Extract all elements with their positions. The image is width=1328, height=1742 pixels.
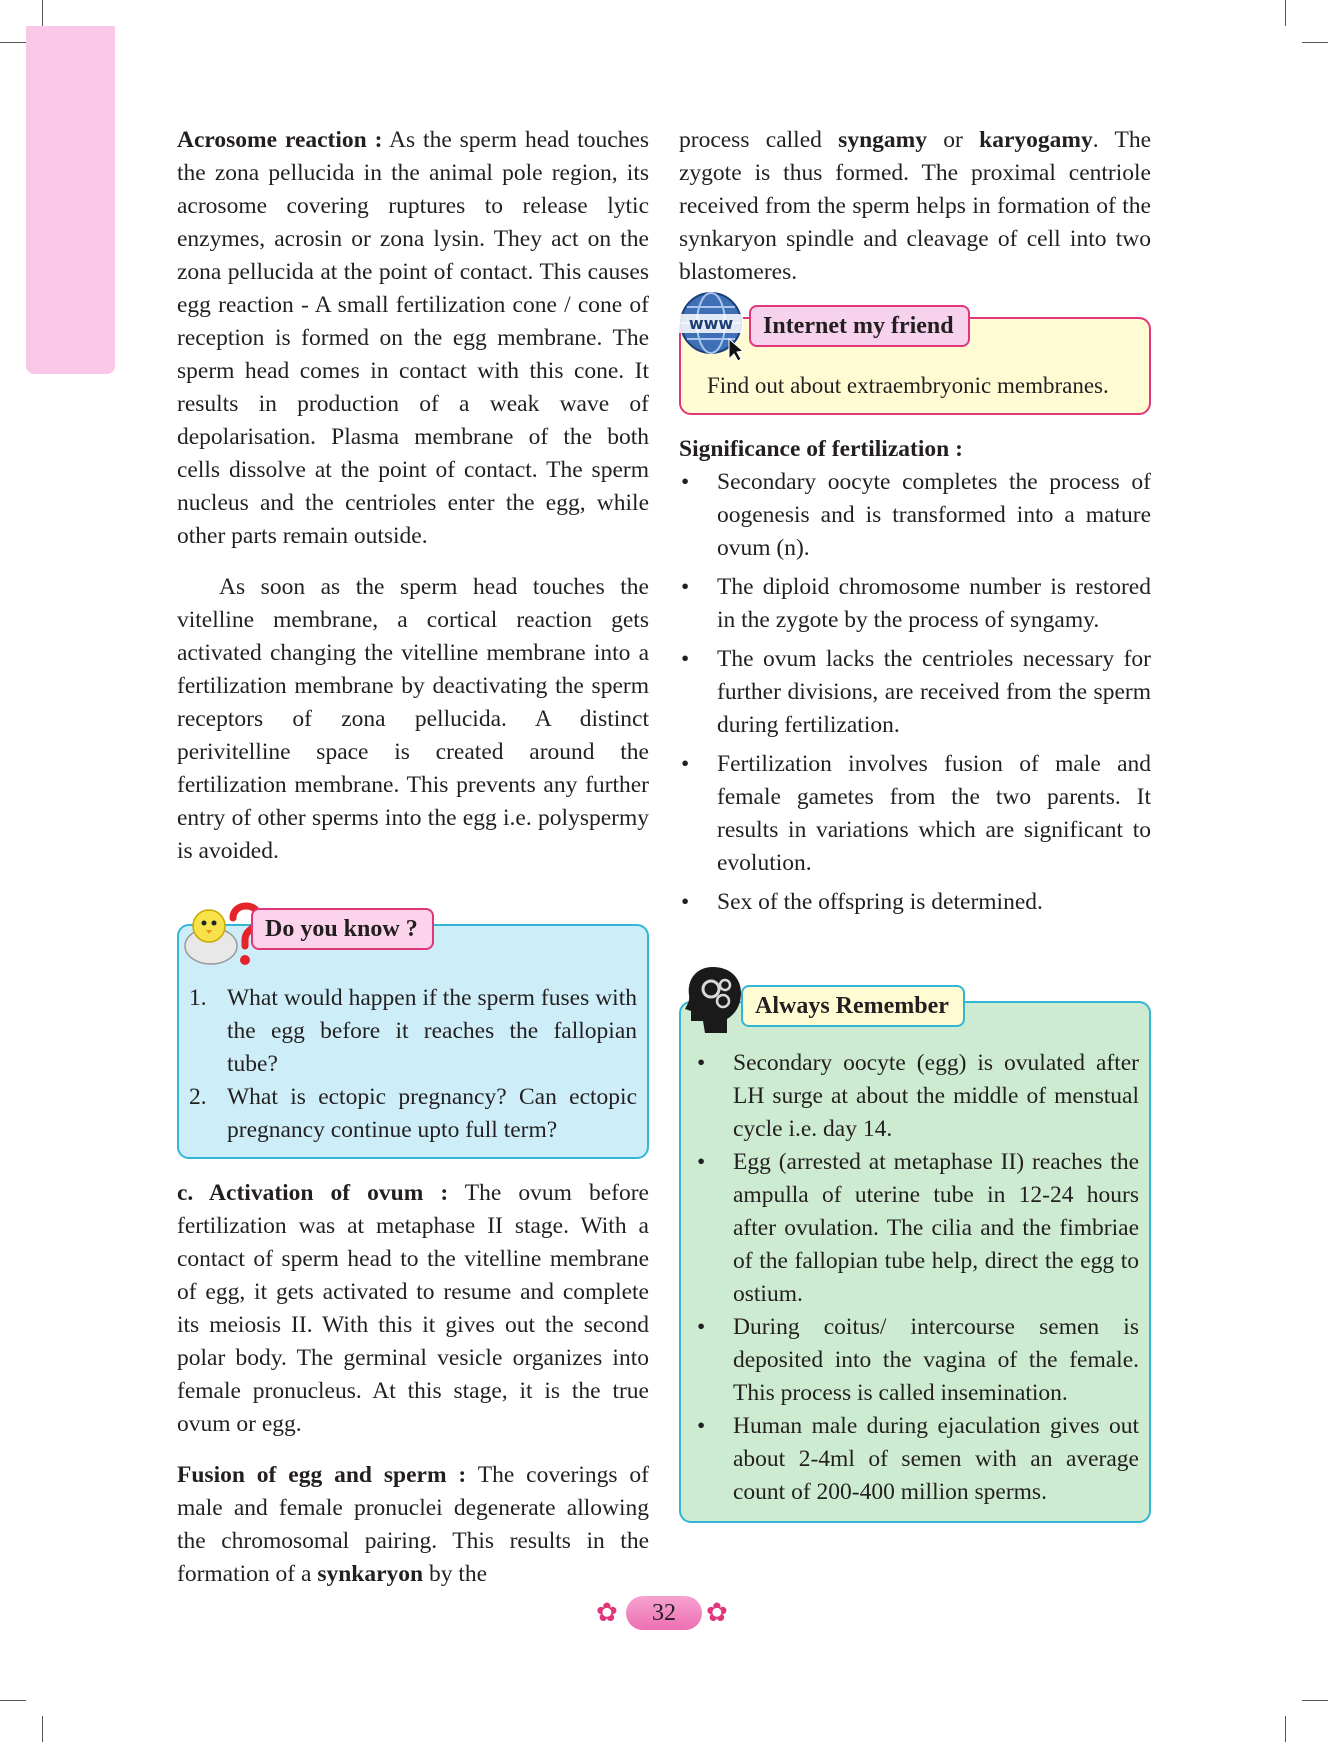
- globe-label: www: [688, 314, 734, 333]
- list-text: What is ectopic pregnancy? Can ectopic pregnancy continue upto full term?: [227, 1084, 637, 1143]
- acrosome-heading: Acrosome reaction :: [177, 127, 383, 153]
- always-remember-list: [695, 1047, 1139, 1509]
- always-remember-box: [679, 993, 1151, 1523]
- significance-heading: Significance of fertilization :: [679, 436, 963, 462]
- syngamy-text: process called: [679, 127, 839, 153]
- syngamy-term: syngamy: [838, 127, 927, 153]
- do-you-know-box: [177, 916, 649, 1159]
- crop-mark: [1302, 1700, 1328, 1701]
- crop-mark: [1285, 0, 1286, 26]
- list-item: • Fertilization involves fusion of male and female gametes from the two parents. It results in variations which are significant to evolution.: [679, 748, 1151, 880]
- syngamy-text-or: or: [926, 127, 980, 153]
- flower-ornament-left: ✿: [596, 1598, 618, 1627]
- syngamy-text-rest: . The zygote is thus formed. The proximal centriole received from the sperm helps in formation of the synkaryon spindle and cleavage of cell into two blastomeres.: [679, 127, 1151, 285]
- flower-ornament-right: ✿: [706, 1598, 728, 1627]
- list-text: What would happen if the sperm fuses with the egg before it reaches the fallopian tube?: [227, 985, 637, 1077]
- fusion-text-end: by the: [423, 1561, 488, 1587]
- list-number: 2.: [189, 1084, 207, 1110]
- list-item: • The ovum lacks the centrioles necessary for further divisions, are received from the sperm during fertilization.: [679, 643, 1151, 742]
- acrosome-paragraph: [177, 124, 649, 553]
- activation-paragraph: [177, 1177, 649, 1441]
- syngamy-paragraph: [679, 124, 1151, 289]
- fusion-heading: Fusion of egg and sperm :: [177, 1462, 467, 1488]
- crop-mark: [1302, 42, 1328, 43]
- list-item: • Secondary oocyte completes the process of oogenesis and is transformed into a mature ovum (n).: [679, 466, 1151, 565]
- head-gears-icon: [683, 963, 745, 1035]
- left-column: [177, 124, 649, 1603]
- list-item: [189, 1081, 637, 1147]
- internet-my-friend-text: Find out about extraembryonic membranes.: [707, 373, 1109, 398]
- list-number: 1.: [189, 985, 207, 1011]
- list-item: [189, 982, 637, 1081]
- activation-heading: c. Activation of ovum :: [177, 1180, 449, 1206]
- list-item: • Sex of the offspring is determined.: [679, 886, 1151, 919]
- page-footer: [594, 1594, 734, 1632]
- list-item: • The diploid chromosome number is restored in the zygote by the process of syngamy.: [679, 571, 1151, 637]
- list-item: • Secondary oocyte (egg) is ovulated after LH surge at about the middle of menstual cycle i.e. day 14.: [695, 1047, 1139, 1146]
- crop-mark: [0, 42, 26, 43]
- acrosome-text: As the sperm head touches the zona pellucida in the animal pole region, its acrosome covering ruptures to release lytic enzymes, acrosin or zona lysin. They act on the zona pellucida at the point of contact. This causes egg reaction - A small fertilization cone / cone of reception is formed on the egg membrane. The sperm head comes in contact with this cone. It results in production of a weak wave of depolarisation. Plasma membrane of the both cells dissolve at the point of contact. The sperm nucleus and the centrioles enter the egg, while other parts remain outside.: [177, 127, 649, 549]
- side-color-tab: [26, 26, 115, 374]
- do-you-know-list: [189, 982, 637, 1147]
- crop-mark: [1285, 1716, 1286, 1742]
- activation-text: The ovum before fertilization was at metaphase II stage. With a contact of sperm head to the vitelline membrane of egg, it gets activated to resume and complete its meiosis II. With this it gives out the second polar body. The germinal vesicle organizes into female pronucleus. At this stage, it is the true ovum or egg.: [177, 1180, 649, 1437]
- list-item: • During coitus/ intercourse semen is deposited into the vagina of the female. This process is called insemination.: [695, 1311, 1139, 1410]
- synkaryon-term: synkaryon: [317, 1561, 424, 1587]
- globe-www-icon: [677, 289, 747, 361]
- internet-my-friend-title: Internet my friend: [749, 305, 970, 347]
- list-item: • Egg (arrested at metaphase II) reaches the ampulla of uterine tube in 12-24 hours after ovulation. The cilia and the fimbriae of the fallopian tube help, direct the egg to ostium.: [695, 1146, 1139, 1311]
- do-you-know-title: Do you know ?: [251, 908, 434, 950]
- crop-mark: [42, 0, 43, 26]
- karyogamy-term: karyogamy: [979, 127, 1093, 153]
- significance-list: [679, 466, 1151, 919]
- always-remember-title: Always Remember: [741, 985, 965, 1027]
- crop-mark: [0, 1700, 26, 1701]
- page-number: 32: [626, 1596, 702, 1630]
- crop-mark: [42, 1716, 43, 1742]
- right-column: [679, 124, 1151, 1523]
- cortical-paragraph: As soon as the sperm head touches the vitelline membrane, a cortical reaction gets activated changing the vitelline membrane into a fertilization membrane by deactivating the sperm receptors of zona pellucida. A distinct perivitelline space is created around the fertilization membrane. This prevents any further entry of other sperms into the egg i.e. polyspermy is avoided.: [177, 574, 649, 864]
- fusion-text: The coverings of male and female pronuclei degenerate allowing the chromosomal pairing. This results in the formation of a: [177, 1462, 649, 1587]
- internet-my-friend-box: [679, 313, 1151, 415]
- fusion-paragraph: [177, 1459, 649, 1591]
- list-item: • Human male during ejaculation gives out about 2-4ml of semen with an average count of 200-400 million sperms.: [695, 1410, 1139, 1509]
